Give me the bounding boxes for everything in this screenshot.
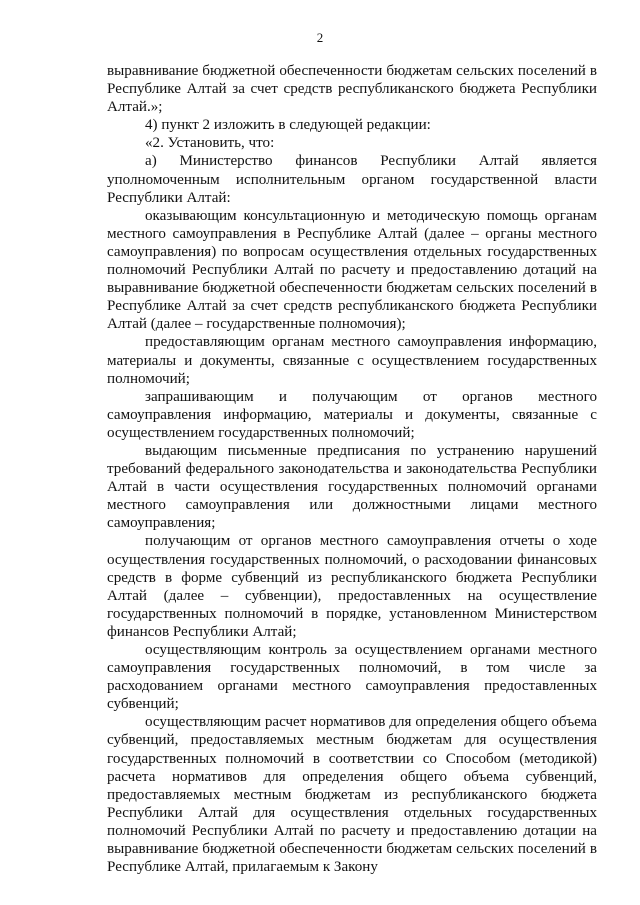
paragraph-point-2: «2. Установить, что: <box>145 135 275 152</box>
paragraph-consulting: оказывающим консультационную и методическую помощь органам местного самоуправления в Республике Алтай (далее – органы местного самоуправления) по вопросам осуществления отдельных государственных полномочий Республики Алтай по расчету и предоставлению дотаций на выравнивание бюджетной обеспеченности бюджетам сельских поселений в Республике Алтай за счет средств республиканского бюджета Республики Алтай (далее – государственные полномочия); <box>107 207 597 333</box>
paragraph-reports: получающим от органов местного самоуправления отчеты о ходе осуществления государственных полномочий, о расходовании финансовых средств в форме субвенций из республиканского бюджета Республики Алтай (далее – субвенции), предоставленных на осуществление государственных полномочий в порядке, установленном Министерством финансов Республики Алтай; <box>107 533 597 640</box>
page-number: 2 <box>316 30 324 45</box>
paragraph-continuation: выравнивание бюджетной обеспеченности бюджетам сельских поселений в Республике Алтай за счет средств республиканского бюджета Республики Алтай.»; <box>107 63 597 116</box>
paragraph-calculation: осуществляющим расчет нормативов для определения общего объема субвенций, предоставляемых местным бюджетам для осуществления государственных полномочий в соответствии со Способом (методикой) расчета нормативов для определения общего объема субвенций, предоставляемых местным бюджетам из республиканского бюджета Республики Алтай для осуществления отдельных государственных полномочий Республики Алтай по расчету и предоставлению дотации на выравнивание бюджетной обеспеченности бюджетам сельских поселений в Республике Алтай, прилагаемым к Закону <box>107 714 597 876</box>
paragraph-providing: предоставляющим органам местного самоуправления информацию, материалы и документы, связанные с осуществлением государственных полномочий; <box>107 334 597 387</box>
document-body <box>107 62 597 876</box>
paragraph-subpoint-a: а) Министерство финансов Республики Алтай является уполномоченным исполнительным органом государственной власти Республики Алтай: <box>107 153 597 206</box>
paragraph-control: осуществляющим контроль за осуществлением органами местного самоуправления государственных полномочий, в том числе за расходованием органами местного самоуправления предоставленных субвенций; <box>107 642 597 713</box>
paragraph-requesting: запрашивающим и получающим от органов местного самоуправления информацию, материалы и документы, связанные с осуществлением государственных полномочий; <box>107 388 597 441</box>
paragraph-prescriptions: выдающим письменные предписания по устранению нарушений требований федерального законодательства и законодательства Республики Алтай в части осуществления государственных полномочий органами местного самоуправления или должностными лицами местного самоуправления; <box>107 442 597 532</box>
paragraph-item-4: 4) пункт 2 изложить в следующей редакции: <box>145 117 431 134</box>
